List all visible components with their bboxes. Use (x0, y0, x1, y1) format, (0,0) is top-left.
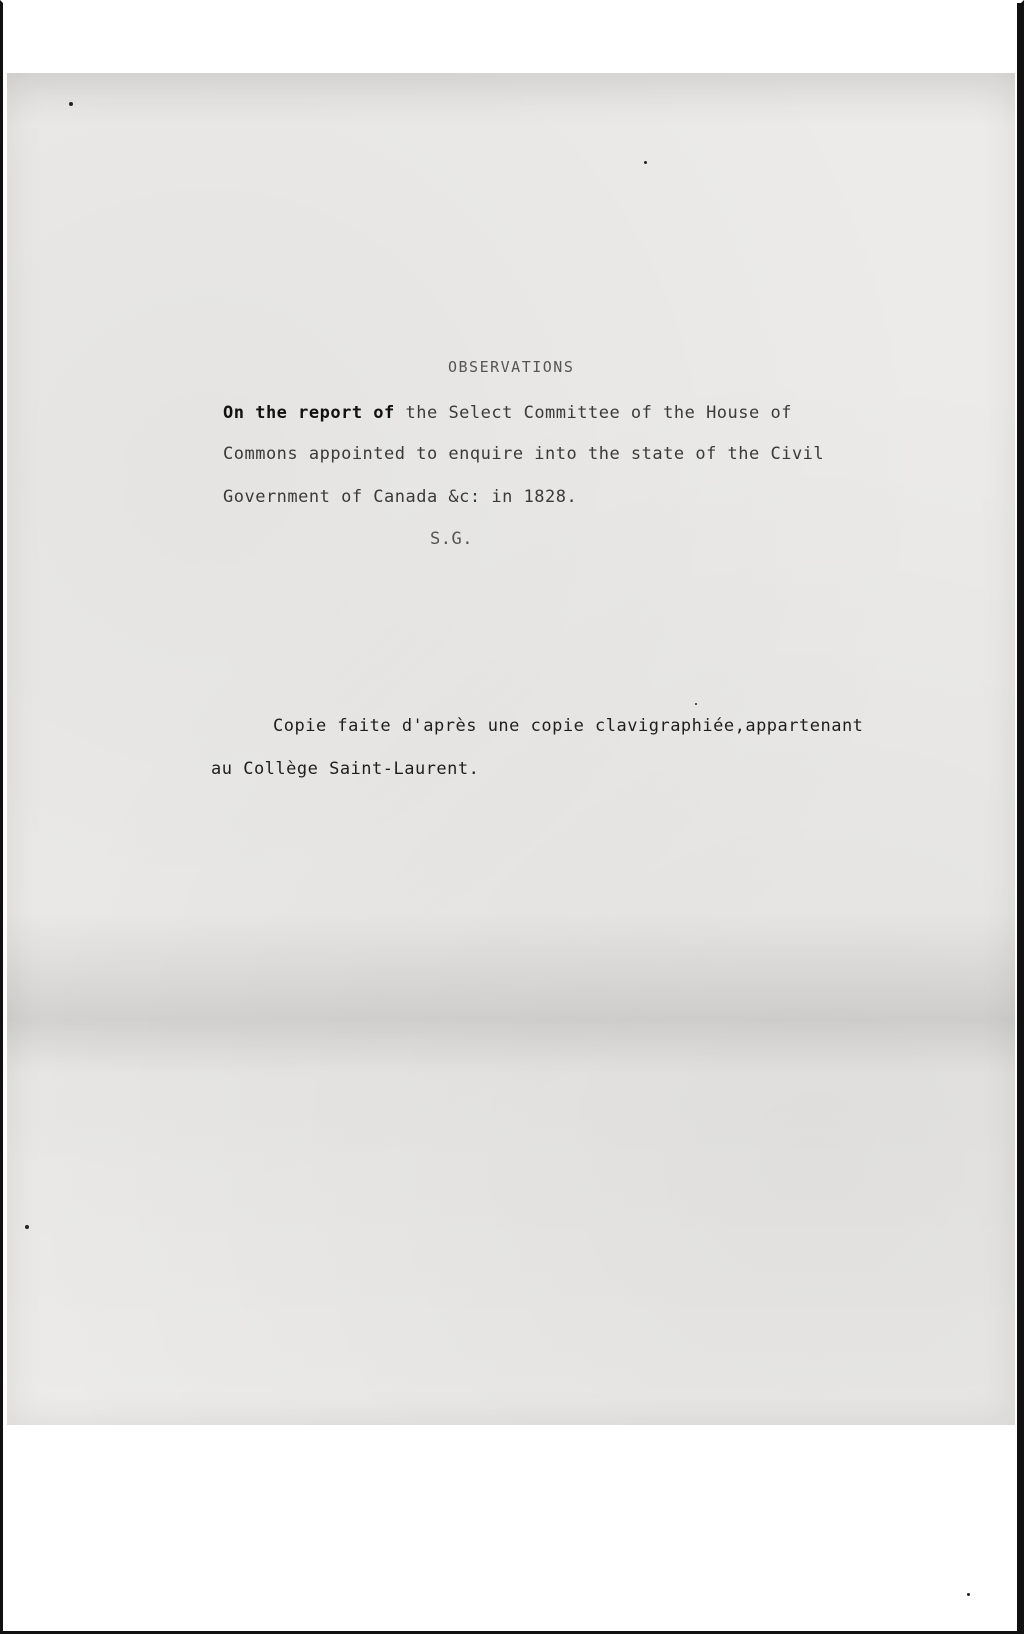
subtitle-line-1-rest: the Select Committee of the House of (394, 403, 792, 423)
frame-edge (1017, 3, 1021, 1634)
subtitle-line-1 (223, 403, 792, 423)
document-title: OBSERVATIONS (448, 358, 575, 376)
subtitle-line-2: Commons appointed to enquire into the state of the Civil (223, 444, 825, 464)
speck-mark (644, 161, 647, 164)
copy-note-line-1: Copie faite d'après une copie clavigraphiée,appartenant (273, 716, 864, 736)
speck-mark (967, 1593, 970, 1596)
copy-note-line-2: au Collège Saint-Laurent. (211, 759, 480, 779)
speck-mark (695, 703, 697, 705)
subtitle-line-3: Government of Canada &c: in 1828. (223, 487, 578, 507)
author-initials: S.G. (430, 529, 473, 549)
paper-sheet (7, 73, 1015, 1425)
speck-mark (69, 102, 73, 106)
speck-mark (25, 1225, 29, 1229)
subtitle-bold-lead: On the report of (223, 403, 395, 423)
